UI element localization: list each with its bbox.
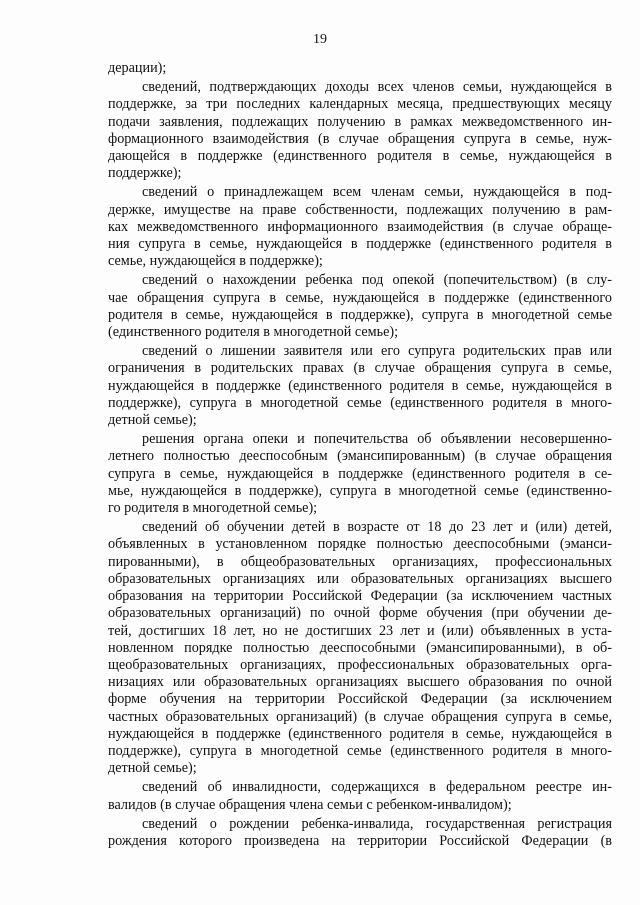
text-line: поддержке), супруга в многодетной семье (единственного родителя в много- [108, 394, 612, 411]
text-line: тей, достигших 18 лет, но не достигших 23 лет и (или) объявленных в уста- [108, 622, 612, 639]
text-line: поддержке); [108, 165, 182, 182]
text-line: валидов (в случае обращения члена семьи с ребенком-инвалидом); [108, 796, 512, 813]
text-line: рождения которого произведена на территории Российской Федерации (в [108, 832, 612, 849]
text-line: сведений о принадлежащем всем членам семьи, нуждающейся в под- [142, 184, 612, 201]
text-line: объявленных в установленном порядке полностью дееспособными (эманси- [108, 536, 612, 553]
text-line: летнего полностью дееспособным (эмансипированным) (в случае обращения [108, 448, 612, 465]
text-line: сведений, подтверждающих доходы всех членов семьи, нуждающейся в [142, 79, 612, 96]
text-line: образовательных организаций) по очной форме обучения (при обучении де- [108, 605, 612, 622]
text-line: образования на территории Российской Федерации (за исключением частных [108, 588, 612, 605]
text-line: низациях или образовательных организациях высшего образования по очной [108, 674, 612, 691]
text-line: образовательных организациях или образовательных организациях высшего [108, 570, 612, 587]
text-line: чае обращения супруга в семье, нуждающейся в поддержке (единственного [108, 289, 612, 306]
text-line: форме обучения на территории Российской Федерации (за исключением [108, 691, 612, 708]
text-line: нуждающейся в поддержке (единственного родителя в семье, нуждающейся в [108, 725, 612, 742]
paragraph [108, 272, 612, 341]
text-line: поддержке), супруга в многодетной семье (единственного родителя в много- [108, 742, 612, 759]
text-line: держке, имуществе на праве собственности, подлежащих получению в рам- [108, 201, 612, 218]
text-line: сведений о лишении заявителя или его супруга родительских прав или [142, 343, 612, 360]
text-line: го родителя в многодетной семье); [108, 500, 318, 517]
text-line: мье, нуждающейся в поддержке), супруга в многодетной семье (единственно- [108, 482, 612, 499]
text-line: дерации); [108, 60, 167, 76]
text-line: дающейся в поддержке (единственного родителя в семье, нуждающейся в [108, 148, 612, 165]
page-number: 19 [313, 32, 327, 47]
text-line: щеобразовательных организациях, профессиональных образовательных орга- [108, 656, 612, 673]
text-line: сведений об обучении детей в возрасте от 18 до 23 лет и (или) детей, [142, 519, 612, 536]
text-line: супруга в семье, нуждающейся в поддержке (единственного родителя в се- [108, 465, 612, 482]
text-line: подачи заявления, подлежащих получению в рамках межведомственного ин- [108, 113, 612, 130]
paragraph [108, 60, 612, 77]
paragraph [108, 184, 612, 270]
paragraph [108, 79, 612, 182]
text-line: нуждающейся в поддержке (единственного родителя в семье, нуждающейся в [108, 377, 612, 394]
text-line: ках межведомственного информационного взаимодействия (в случае обраще- [108, 218, 612, 235]
text-line: (единственного родителя в многодетной семье); [108, 324, 399, 341]
text-line: поддержке, за три последних календарных месяца, предшествующих месяцу [108, 96, 612, 113]
text-line: семье, нуждающейся в поддержке); [108, 253, 323, 270]
text-line: сведений об инвалидности, содержащихся в федеральном реестре ин- [142, 779, 612, 796]
text-line: новленном порядке полностью дееспособными (эмансипированными), в об- [108, 639, 612, 656]
paragraph [108, 519, 612, 777]
text-line: ограничения в родительских правах (в случае обращения супруга в семье, [108, 360, 612, 377]
document-body [108, 60, 612, 850]
text-line: решения органа опеки и попечительства об объявлении несовершенно- [142, 431, 612, 448]
text-line: сведений о нахождении ребенка под опекой (попечительством) (в слу- [142, 272, 612, 289]
text-line: сведений о рождении ребенка-инвалида, государственная регистрация [142, 815, 612, 832]
text-line: ния супруга в семье, нуждающейся в поддержке (единственного родителя в [108, 236, 612, 253]
text-line: родителя в семье, нуждающейся в поддержке), супруга в многодетной семье [108, 306, 612, 323]
paragraph [108, 431, 612, 517]
paragraph [108, 816, 612, 850]
text-line: детной семье); [108, 412, 197, 429]
text-line: формационного взаимодействия (в случае обращения супруга в семье, нуж- [108, 130, 612, 147]
text-line: детной семье); [108, 760, 197, 777]
paragraph [108, 779, 612, 813]
paragraph [108, 343, 612, 429]
text-line: частных образовательных организаций) (в случае обращения супруга в семье, [108, 708, 612, 725]
text-line: пированными), в общеобразовательных организациях, профессиональных [108, 553, 612, 570]
